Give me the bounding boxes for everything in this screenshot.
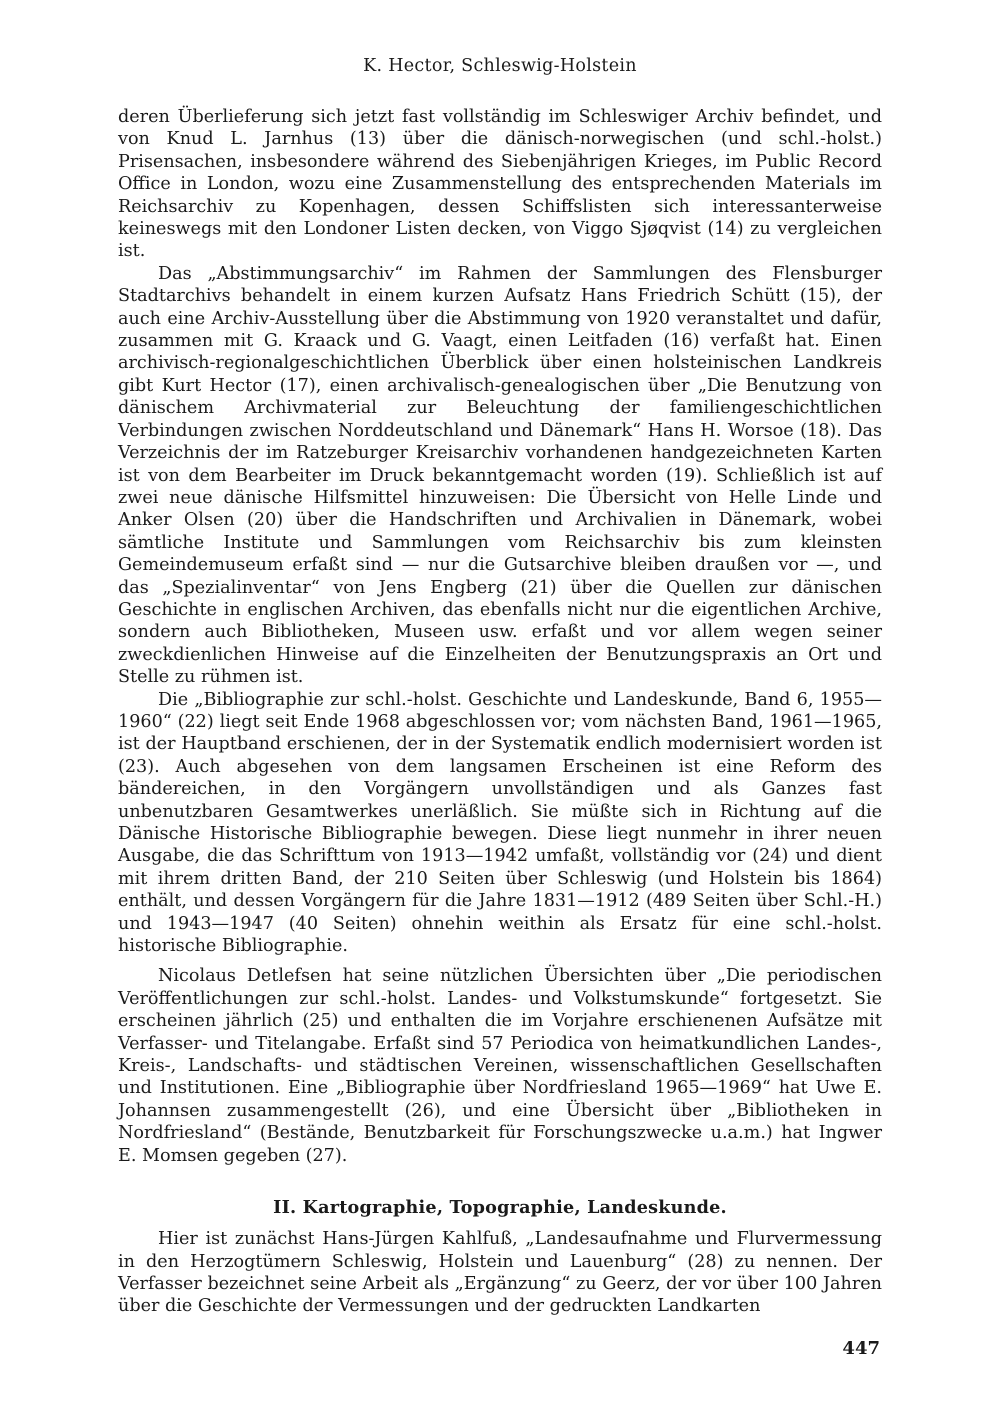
page-content — [118, 56, 882, 1318]
paragraph-2: Das „Abstimmungsarchiv“ im Rahmen der Sammlungen des Flensburger Stadtarchivs behandelt in einem kurzen Aufsatz Hans Friedrich Schütt (15), der auch eine Archiv-Ausstellung über die Abstimmung von 1920 veranstaltet und dafür, zusammen mit G. Kraack und G. Vaagt, einen Leitfaden (16) verfaßt hat. Einen archivisch-regionalgeschichtlichen Überblick über einen holsteinischen Landkreis gibt Kurt Hector (17), einen archivalisch-genealogischen über „Die Benutzung von dänischem Archivmaterial zur Beleuchtung der familiengeschichtlichen Verbindungen zwischen Norddeutschland und Dänemark“ Hans H. Worsoe (18). Das Verzeichnis der im Ratzeburger Kreisarchiv vorhandenen handgezeichneten Karten ist von dem Bearbeiter im Druck bekanntgemacht worden (19). Schließlich ist auf zwei neue dänische Hilfsmittel hinzuweisen: Die Übersicht von Helle Linde und Anker Olsen (20) über die Handschriften und Archivalien in Dänemark, wobei sämtliche Institute und Sammlungen vom Reichsarchiv bis zum kleinsten Gemeindemuseum erfaßt sind — nur die Gutsarchive bleiben draußen vor —, und das „Spezialinventar“ von Jens Engberg (21) über die Quellen zur dänischen Geschichte in englischen Archiven, das ebenfalls nicht nur die eigentlichen Archive, sondern auch Bibliotheken, Museen usw. erfaßt und vor allem wegen seiner zweckdienlichen Hinweise auf die Einzelheiten der Benutzungspraxis an Ort und Stelle zu rühmen ist. — [118, 263, 882, 688]
paragraph-3: Die „Bibliographie zur schl.-holst. Geschichte und Landeskunde, Band 6, 1955—1960“ (22) liegt seit Ende 1968 abgeschlossen vor; vom nächsten Band, 1961—1965, ist der Hauptband erschienen, der in der Systematik endlich modernisiert worden ist (23). Auch abgesehen von dem langsamen Erscheinen ist eine Reform des bändereichen, in den Vorgängern unvollständigen und als Ganzes fast unbenutzbaren Gesamtwerkes unerläßlich. Sie müßte sich in Richtung auf die Dänische Historische Bibliographie bewegen. Diese liegt nunmehr in ihrer neuen Ausgabe, die das Schrifttum von 1913—1942 umfaßt, vollständig vor (24) und dient mit ihrem dritten Band, der 210 Seiten über Schleswig (und Holstein bis 1864) enthält, und dessen Vorgängern für die Jahre 1831—1912 (489 Seiten über Schl.-H.) und 1943—1947 (40 Seiten) ohnehin weithin als Ersatz für eine schl.-holst. historische Bibliographie. — [118, 689, 882, 957]
section-paragraph: Hier ist zunächst Hans-Jürgen Kahlfuß, „Landesaufnahme und Flurvermessung in den Herzogtümern Schleswig, Holstein und Lauenburg“ (28) zu nennen. Der Verfasser bezeichnet seine Arbeit als „Ergänzung“ zu Geerz, der vor über 100 Jahren über die Geschichte der Vermessungen und der gedruckten Landkarten — [118, 1229, 882, 1317]
paragraph-4: Nicolaus Detlefsen hat seine nützlichen Übersichten über „Die periodischen Veröffentlichungen zur schl.-holst. Landes- und Volkstumskunde“ fortgesetzt. Sie erscheinen jährlich (25) und enthalten die im Vorjahre erschienenen Aufsätze mit Verfasser- und Titelangabe. Erfaßt sind 57 Periodica von heimatkundlichen Landes-, Kreis-, Landschafts- und städtischen Vereinen, wissenschaftlichen Gesellschaften und Institutionen. Eine „Bibliographie über Nordfriesland 1965—1969“ hat Uwe E. Johannsen zusammengestellt (26), und eine Übersicht über „Bibliotheken in Nordfriesland“ (Bestände, Benutzbarkeit für Forschungszwecke u.a.m.) hat Ingwer E. Momsen gegeben (27). — [118, 966, 882, 1166]
section-heading: II. Kartographie, Topographie, Landeskunde. — [273, 1197, 727, 1219]
page-number: 447 — [842, 1338, 880, 1359]
paragraph-1: deren Überlieferung sich jetzt fast vollständig im Schleswiger Archiv befindet, und von Knud L. Jarnhus (13) über die dänisch-norwegischen (und schl.-holst.) Prisensachen, insbesondere während des Siebenjährigen Krieges, im Public Record Office in London, wozu eine Zusammenstellung des entsprechenden Materials im Reichsarchiv zu Kopenhagen, dessen Schiffslisten sich interessanterweise keineswegs mit den Londoner Listen decken, von Viggo Sjøqvist (14) zu vergleichen ist. — [118, 107, 882, 262]
running-head: K. Hector, Schleswig-Holstein — [363, 56, 637, 76]
